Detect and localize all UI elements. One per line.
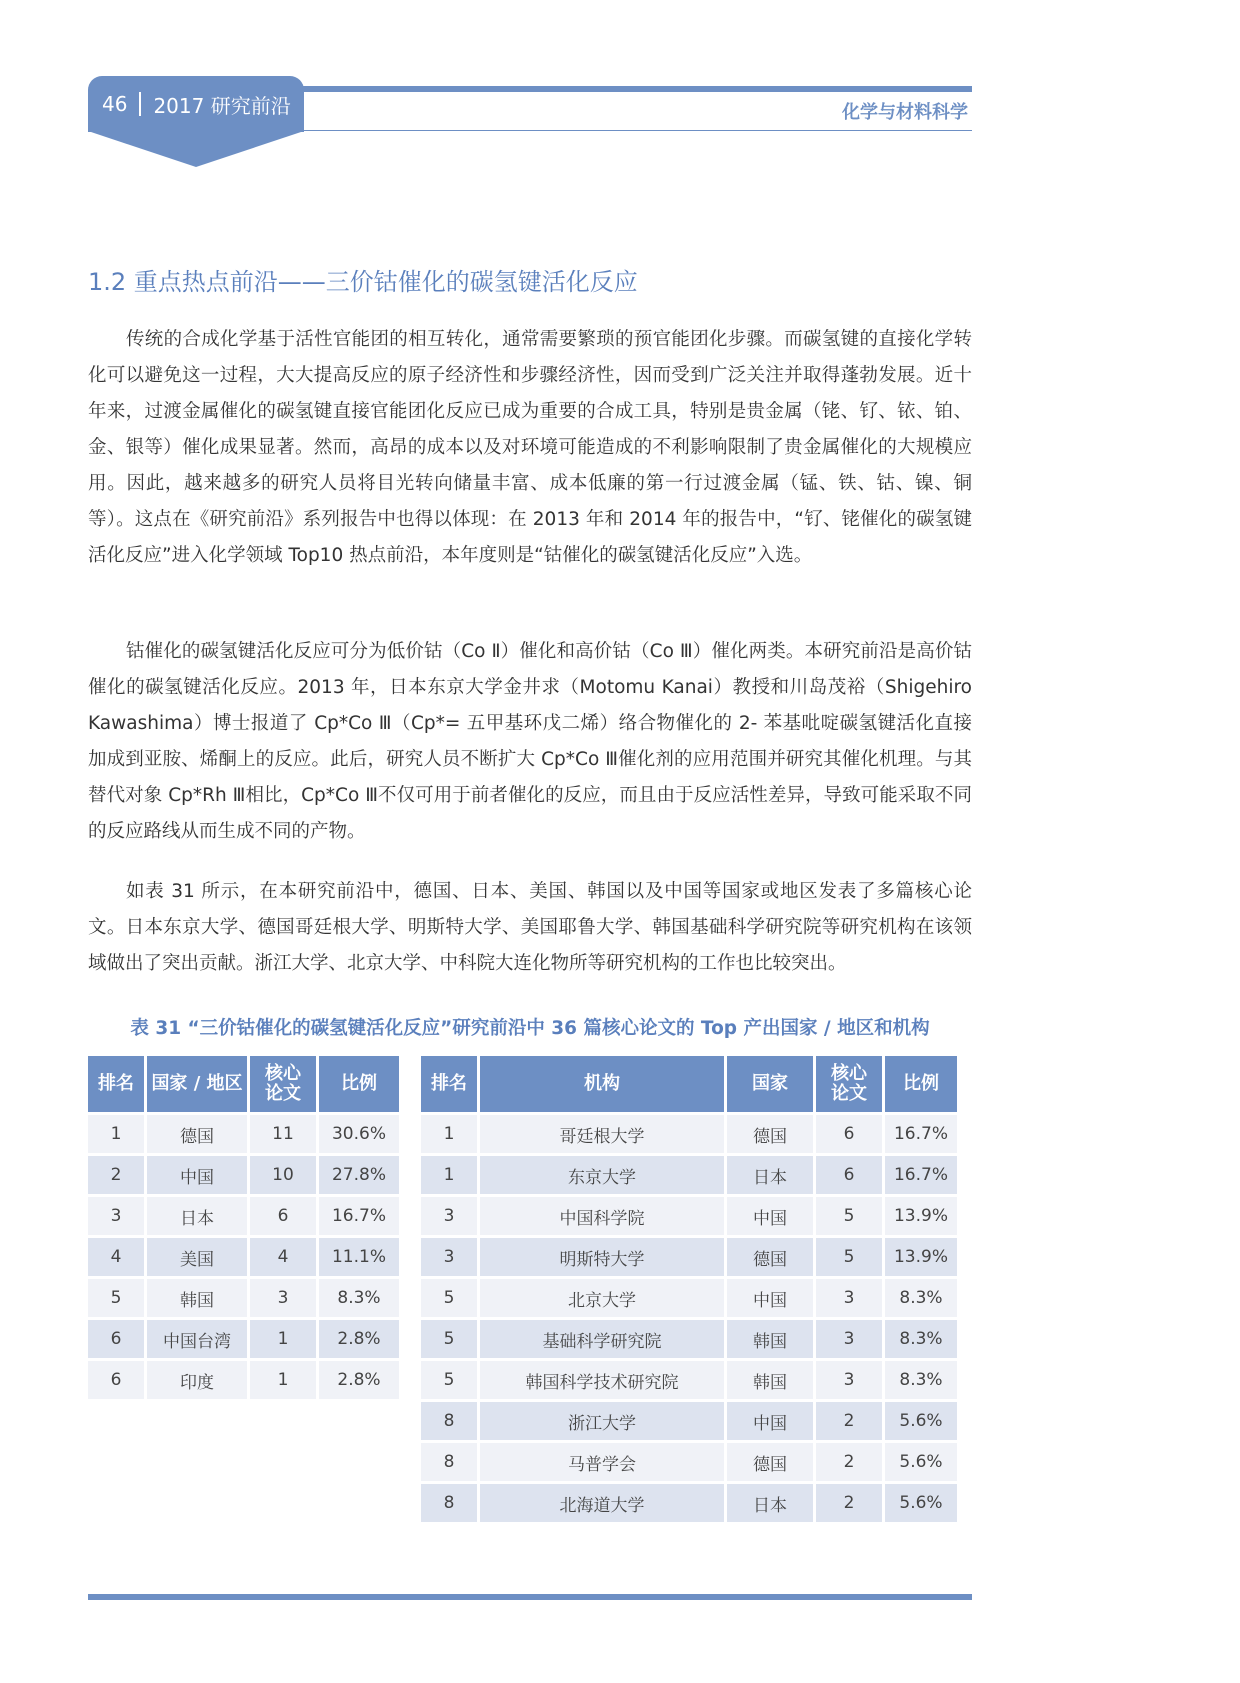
table-row <box>421 1197 957 1235</box>
country-cell: 中国 <box>147 1156 247 1194</box>
country-cell: 韩国 <box>147 1279 247 1317</box>
col-rank: 排名 <box>421 1056 477 1112</box>
ratio-cell: 8.3% <box>885 1320 957 1358</box>
report-title: 2017 研究前沿 <box>153 93 291 118</box>
table-row <box>88 1115 399 1153</box>
institution-cell: 基础科学研究院 <box>480 1320 724 1358</box>
ratio-cell: 13.9% <box>885 1197 957 1235</box>
table-row <box>88 1361 399 1399</box>
ratio-cell: 5.6% <box>885 1402 957 1440</box>
footer-rule <box>88 1594 972 1600</box>
institution-cell: 马普学会 <box>480 1443 724 1481</box>
header-separator <box>139 92 141 116</box>
table-row <box>421 1279 957 1317</box>
rank-cell: 6 <box>88 1361 144 1399</box>
ratio-cell: 16.7% <box>319 1197 399 1235</box>
table-row <box>421 1320 957 1358</box>
rank-cell: 8 <box>421 1484 477 1522</box>
core-papers-cell: 3 <box>816 1361 882 1399</box>
core-papers-cell: 11 <box>250 1115 316 1153</box>
institution-cell: 中国科学院 <box>480 1197 724 1235</box>
core-papers-cell: 2 <box>816 1443 882 1481</box>
paragraph-3: 如表 31 所示，在本研究前沿中，德国、日本、美国、韩国以及中国等国家或地区发表了多篇核心论文。日本东京大学、德国哥廷根大学、明斯特大学、美国耶鲁大学、韩国基础科学研究院等研究机构在该领域做出了突出贡献。浙江大学、北京大学、中科院大连化物所等研究机构的工作也比较突出。 <box>88 881 972 974</box>
table-row <box>421 1443 957 1481</box>
col-rank: 排名 <box>88 1056 144 1112</box>
col-institution: 机构 <box>480 1056 724 1112</box>
paragraph-2: 钴催化的碳氢键活化反应可分为低价钴（Co Ⅱ）催化和高价钴（Co Ⅲ）催化两类。本研究前沿是高价钴催化的碳氢键活化反应。2013 年，日本东京大学金井求（Motomu Kanai）教授和川岛茂裕（Shigehiro Kawashima）博士报道了 Cp*Co Ⅲ（Cp*= 五甲基环戊二烯）络合物催化的 2- 苯基吡啶碳氢键活化直接加成到亚胺、烯酮上的反应。此后，研究人员不断扩大 Cp*Co Ⅲ催化剂的应用范围并研究其催化机理。与其替代对象 Cp*Rh Ⅲ相比，Cp*Co Ⅲ不仅可用于前者催化的反应，而且由于反应活性差异，导致可能采取不同的反应路线从而生成不同的产物。 <box>88 641 972 842</box>
rank-cell: 6 <box>88 1320 144 1358</box>
country-cell: 德国 <box>727 1115 813 1153</box>
institution-cell: 北京大学 <box>480 1279 724 1317</box>
table-caption: 表 31 “三价钴催化的碳氢键活化反应”研究前沿中 36 篇核心论文的 Top 产出国家 / 地区和机构 <box>130 1018 930 1039</box>
rank-cell: 5 <box>421 1279 477 1317</box>
country-cell: 中国台湾 <box>147 1320 247 1358</box>
header-rule-thick <box>300 86 972 92</box>
table-row <box>88 1320 399 1358</box>
core-papers-cell: 1 <box>250 1361 316 1399</box>
rank-cell: 5 <box>88 1279 144 1317</box>
section-name: 化学与材料科学 <box>842 102 968 123</box>
page-number: 46 <box>102 92 128 116</box>
institution-cell: 哥廷根大学 <box>480 1115 724 1153</box>
rank-cell: 8 <box>421 1443 477 1481</box>
country-table-body <box>88 1115 399 1399</box>
institution-cell: 东京大学 <box>480 1156 724 1194</box>
core-papers-cell: 3 <box>816 1279 882 1317</box>
institution-cell: 浙江大学 <box>480 1402 724 1440</box>
ratio-cell: 2.8% <box>319 1361 399 1399</box>
table-row <box>88 1279 399 1317</box>
col-country: 国家 / 地区 <box>147 1056 247 1112</box>
rank-cell: 4 <box>88 1238 144 1276</box>
col-ratio: 比例 <box>319 1056 399 1112</box>
col-core-papers: 核心 论文 <box>250 1056 316 1112</box>
col-core-papers: 核心 论文 <box>816 1056 882 1112</box>
core-papers-cell: 5 <box>816 1238 882 1276</box>
core-papers-cell: 1 <box>250 1320 316 1358</box>
ratio-cell: 5.6% <box>885 1484 957 1522</box>
ratio-cell: 2.8% <box>319 1320 399 1358</box>
table-row <box>421 1402 957 1440</box>
rank-cell: 3 <box>421 1238 477 1276</box>
rank-cell: 3 <box>421 1197 477 1235</box>
core-papers-cell: 3 <box>816 1320 882 1358</box>
rank-cell: 1 <box>421 1156 477 1194</box>
institution-table-body <box>421 1115 957 1522</box>
ratio-cell: 5.6% <box>885 1443 957 1481</box>
page-header-tab <box>88 76 304 132</box>
ratio-cell: 16.7% <box>885 1115 957 1153</box>
table-header-row <box>88 1056 399 1112</box>
col-ratio: 比例 <box>885 1056 957 1112</box>
rank-cell: 5 <box>421 1320 477 1358</box>
country-table <box>85 1053 402 1402</box>
col-country: 国家 <box>727 1056 813 1112</box>
country-cell: 德国 <box>147 1115 247 1153</box>
header-rule-thin <box>300 130 972 131</box>
country-cell: 日本 <box>727 1156 813 1194</box>
rank-cell: 1 <box>88 1115 144 1153</box>
table-row <box>88 1238 399 1276</box>
ratio-cell: 30.6% <box>319 1115 399 1153</box>
rank-cell: 2 <box>88 1156 144 1194</box>
table-row <box>421 1156 957 1194</box>
core-papers-cell: 10 <box>250 1156 316 1194</box>
institution-cell: 明斯特大学 <box>480 1238 724 1276</box>
institution-cell: 韩国科学技术研究院 <box>480 1361 724 1399</box>
country-cell: 韩国 <box>727 1361 813 1399</box>
ratio-cell: 8.3% <box>885 1361 957 1399</box>
table-row <box>421 1115 957 1153</box>
table-row <box>421 1238 957 1276</box>
table-row <box>421 1361 957 1399</box>
core-papers-cell: 5 <box>816 1197 882 1235</box>
institution-cell: 北海道大学 <box>480 1484 724 1522</box>
country-cell: 日本 <box>727 1484 813 1522</box>
country-cell: 美国 <box>147 1238 247 1276</box>
institution-table <box>418 1053 960 1525</box>
country-cell: 中国 <box>727 1279 813 1317</box>
country-cell: 德国 <box>727 1238 813 1276</box>
core-papers-cell: 4 <box>250 1238 316 1276</box>
rank-cell: 3 <box>88 1197 144 1235</box>
rank-cell: 1 <box>421 1115 477 1153</box>
ratio-cell: 8.3% <box>885 1279 957 1317</box>
country-cell: 日本 <box>147 1197 247 1235</box>
table-row <box>88 1197 399 1235</box>
country-cell: 中国 <box>727 1402 813 1440</box>
core-papers-cell: 6 <box>816 1156 882 1194</box>
core-papers-cell: 2 <box>816 1402 882 1440</box>
rank-cell: 5 <box>421 1361 477 1399</box>
ratio-cell: 8.3% <box>319 1279 399 1317</box>
core-papers-cell: 2 <box>816 1484 882 1522</box>
table-row <box>88 1156 399 1194</box>
ratio-cell: 27.8% <box>319 1156 399 1194</box>
country-cell: 印度 <box>147 1361 247 1399</box>
paragraph-1: 传统的合成化学基于活性官能团的相互转化，通常需要繁琐的预官能团化步骤。而碳氢键的直接化学转化可以避免这一过程，大大提高反应的原子经济性和步骤经济性，因而受到广泛关注并取得蓬勃发展。近十年来，过渡金属催化的碳氢键直接官能团化反应已成为重要的合成工具，特别是贵金属（铑、钌、铱、铂、金、银等）催化成果显著。然而，高昂的成本以及对环境可能造成的不利影响限制了贵金属催化的大规模应用。因此，越来越多的研究人员将目光转向储量丰富、成本低廉的第一行过渡金属（锰、铁、钴、镍、铜等）。这点在《研究前沿》系列报告中也得以体现：在 2013 年和 2014 年的报告中，“钌、铑催化的碳氢键活化反应”进入化学领域 Top10 热点前沿，本年度则是“钴催化的碳氢键活化反应”入选。 <box>88 329 972 566</box>
table-header-row <box>421 1056 957 1112</box>
core-papers-cell: 6 <box>250 1197 316 1235</box>
header-tab-pointer <box>88 131 304 167</box>
ratio-cell: 13.9% <box>885 1238 957 1276</box>
country-cell: 德国 <box>727 1443 813 1481</box>
table-row <box>421 1484 957 1522</box>
ratio-cell: 16.7% <box>885 1156 957 1194</box>
rank-cell: 8 <box>421 1402 477 1440</box>
section-heading: 1.2 重点热点前沿——三价钴催化的碳氢键活化反应 <box>88 268 638 296</box>
ratio-cell: 11.1% <box>319 1238 399 1276</box>
country-cell: 中国 <box>727 1197 813 1235</box>
country-cell: 韩国 <box>727 1320 813 1358</box>
core-papers-cell: 3 <box>250 1279 316 1317</box>
core-papers-cell: 6 <box>816 1115 882 1153</box>
